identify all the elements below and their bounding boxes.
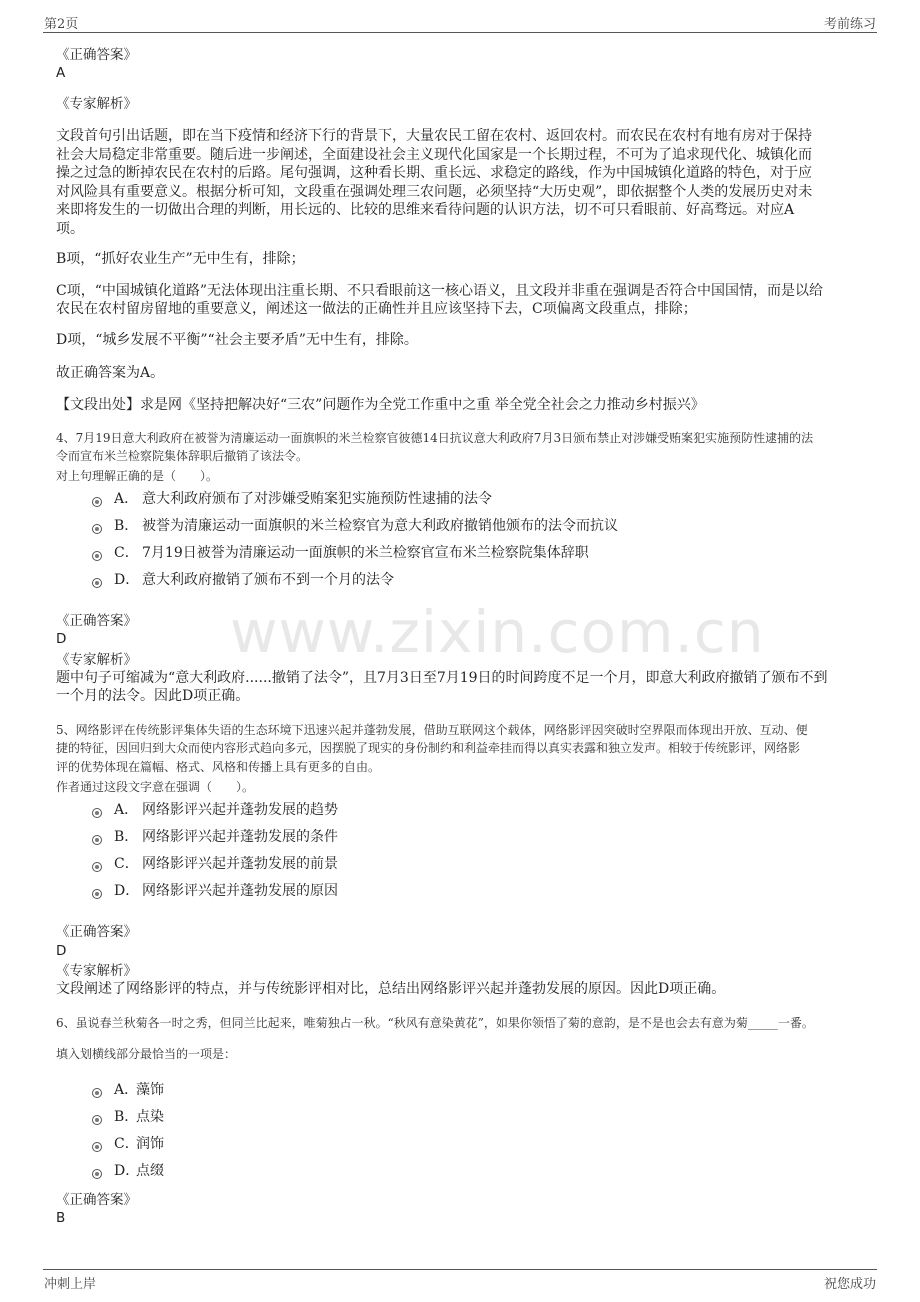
option-c-analysis: C项，“中国城镇化道路”无法体现出注重长期、不只看眼前这一核心语义，且文段并非重在强调是否符合中国国情，而是以给 xyxy=(56,283,824,299)
option-b[interactable] xyxy=(92,1108,164,1126)
question-stem: 6、虽说春兰秋菊各一时之秀，但同兰比起来，唯菊独占一秋。“秋风有意染黄花”，如果你领悟了菊的意韵，是不是也会去有意为菊_____一番。 xyxy=(56,1016,814,1030)
question-stem: 4、7月19日意大利政府在被誉为清廉运动一面旗帜的米兰检察官彼德14日抗议意大利政府7月3日颁布禁止对涉嫌受贿案犯实施预防性逮捕的法 xyxy=(56,431,814,445)
option-text: 网络影评兴起并蓬勃发展的条件 xyxy=(142,829,338,845)
answer-label: 《正确答案》 xyxy=(56,1192,137,1208)
option-d-analysis: D项，“城乡发展不平衡”“社会主要矛盾”无中生有，排除。 xyxy=(56,332,418,348)
answer-label: 《正确答案》 xyxy=(56,613,137,629)
option-letter: C． xyxy=(114,1136,139,1152)
option-a[interactable] xyxy=(92,490,492,508)
analysis-line: 文段首句引出话题，即在当下疫情和经济下行的背景下，大量农民工留在农村、返回农村。而农民在农村有地有房对于保持 xyxy=(56,128,812,144)
answer-value: B xyxy=(56,1210,66,1226)
analysis-line: 项。 xyxy=(56,220,84,237)
answer-value: A xyxy=(56,65,66,81)
radio-icon[interactable] xyxy=(92,551,102,561)
option-letter: C． xyxy=(114,545,139,561)
option-c[interactable] xyxy=(92,855,338,873)
question-stem: 令而宣布米兰检察院集体辞职后撤销了该法令。 xyxy=(56,449,309,463)
footer-rule xyxy=(43,1269,877,1270)
option-text: 点染 xyxy=(136,1109,164,1125)
answer-label: 《正确答案》 xyxy=(56,924,137,940)
radio-icon[interactable] xyxy=(92,497,102,507)
conclusion: 故正确答案为A。 xyxy=(56,365,165,381)
analysis-line: 题中句子可缩减为“意大利政府......撤销了法令”，且7月3日至7月19日的时间跨度不足一个月，即意大利政府撤销了颁布不到 xyxy=(56,670,828,686)
analysis-label: 《专家解析》 xyxy=(56,652,137,668)
analysis-line: 文段阐述了网络影评的特点，并与传统影评相对比，总结出网络影评兴起并蓬勃发展的原因。因此D项正确。 xyxy=(56,981,726,997)
option-b[interactable] xyxy=(92,517,618,535)
footer-right-text: 祝您成功 xyxy=(823,1277,876,1292)
radio-icon[interactable] xyxy=(92,835,102,845)
option-text: 网络影评兴起并蓬勃发展的原因 xyxy=(142,883,338,899)
question-stem: 5、网络影评在传统影评集体失语的生态环境下迅速兴起并蓬勃发展，借助互联网这个载体，网络影评因突破时空界限而体现出开放、互动、便 xyxy=(56,723,808,737)
header-rule xyxy=(43,32,877,33)
option-text: 点缀 xyxy=(136,1163,164,1179)
option-d[interactable] xyxy=(92,1162,164,1180)
source-citation: 【文段出处】求是网《坚持把解决好“三农”问题作为全党工作重中之重 举全党全社会之力推动乡村振兴》 xyxy=(56,397,705,413)
option-c[interactable] xyxy=(92,1135,164,1153)
question-prompt: 填入划横线部分最恰当的一项是： xyxy=(56,1047,237,1061)
radio-icon[interactable] xyxy=(92,578,102,588)
analysis-line: 对风险具有重要意义。根据分析可知，文段重在强调处理三农问题，必须坚持“大历史观”，即依据整个人类的发展历史对未 xyxy=(56,183,813,200)
option-a[interactable] xyxy=(92,801,338,819)
radio-icon[interactable] xyxy=(92,862,102,872)
option-text: 网络影评兴起并蓬勃发展的前景 xyxy=(142,856,338,872)
option-letter: D． xyxy=(114,572,140,588)
option-d[interactable] xyxy=(92,571,394,589)
option-text: 藻饰 xyxy=(136,1082,164,1098)
radio-icon[interactable] xyxy=(92,808,102,818)
option-text: 润饰 xyxy=(136,1136,164,1152)
answer-label: 《正确答案》 xyxy=(56,47,137,63)
option-letter: A． xyxy=(114,1082,139,1098)
question-stem: 捷的特征，因回归到大众而使内容形式趋向多元，因摆脱了现实的身份制约和利益牵挂而得以真实表露和独立发声。相较于传统影评，网络影 xyxy=(56,741,801,755)
option-d[interactable] xyxy=(92,882,338,900)
option-text: 被誉为清廉运动一面旗帜的米兰检察官为意大利政府撤销他颁布的法令而抗议 xyxy=(142,518,618,534)
question-stem: 评的优势体现在篇幅、格式、风格和传播上具有更多的自由。 xyxy=(56,760,381,774)
radio-icon[interactable] xyxy=(92,1115,102,1125)
answer-value: D xyxy=(56,943,67,959)
option-letter: A． xyxy=(114,802,139,818)
analysis-line: 操之过急的断掉农民在农村的后路。尾句强调，这种看长期、重长远、求稳定的路线，作为中国城镇化道路的特色，对于应 xyxy=(56,165,812,181)
analysis-line: 一个月的法令。因此D项正确。 xyxy=(56,688,250,704)
analysis-line: 来即将发生的一切做出合理的判断，用长远的、比较的思维来看待问题的认识方法，切不可只看眼前、好高骛远。对应A xyxy=(56,202,795,218)
option-b-analysis: B项，“抓好农业生产”无中生有，排除； xyxy=(56,251,305,267)
page-number: 第2页 xyxy=(44,17,79,32)
radio-icon[interactable] xyxy=(92,524,102,534)
option-letter: D． xyxy=(114,883,140,899)
radio-icon[interactable] xyxy=(92,1088,102,1098)
answer-value: D xyxy=(56,631,67,647)
option-letter: C． xyxy=(114,856,139,872)
option-letter: D． xyxy=(114,1163,140,1179)
option-letter: A． xyxy=(114,491,139,507)
option-text: 意大利政府撤销了颁布不到一个月的法令 xyxy=(142,572,394,588)
option-b[interactable] xyxy=(92,828,338,846)
option-text: 7月19日被誉为清廉运动一面旗帜的米兰检察官宣布米兰检察院集体辞职 xyxy=(142,545,589,561)
option-letter: B． xyxy=(114,1109,139,1125)
analysis-label: 《专家解析》 xyxy=(56,963,137,979)
footer-left-text: 冲刺上岸 xyxy=(44,1277,97,1292)
option-c-analysis: 农民在农村留房留地的重要意义，阐述这一做法的正确性并且应该坚持下去，C项偏离文段重点，排除； xyxy=(56,301,697,317)
radio-icon[interactable] xyxy=(92,889,102,899)
radio-icon[interactable] xyxy=(92,1142,102,1152)
radio-icon[interactable] xyxy=(92,1169,102,1179)
option-text: 网络影评兴起并蓬勃发展的趋势 xyxy=(142,802,338,818)
option-a[interactable] xyxy=(92,1081,164,1099)
watermark: www.zixin.com.cn xyxy=(230,598,765,666)
question-prompt: 作者通过这段文字意在强调（ ）。 xyxy=(56,780,255,794)
option-c[interactable] xyxy=(92,544,589,562)
question-prompt: 对上句理解正确的是（ ）。 xyxy=(56,469,219,483)
analysis-line: 社会大局稳定非常重要。随后进一步阐述，全面建设社会主义现代化国家是一个长期过程，不可为了追求现代化、城镇化而 xyxy=(56,146,812,163)
analysis-label: 《专家解析》 xyxy=(56,96,137,112)
option-letter: B． xyxy=(114,829,139,845)
header-title: 考前练习 xyxy=(823,17,876,32)
option-letter: B． xyxy=(114,518,139,534)
option-text: 意大利政府颁布了对涉嫌受贿案犯实施预防性逮捕的法令 xyxy=(142,491,492,507)
